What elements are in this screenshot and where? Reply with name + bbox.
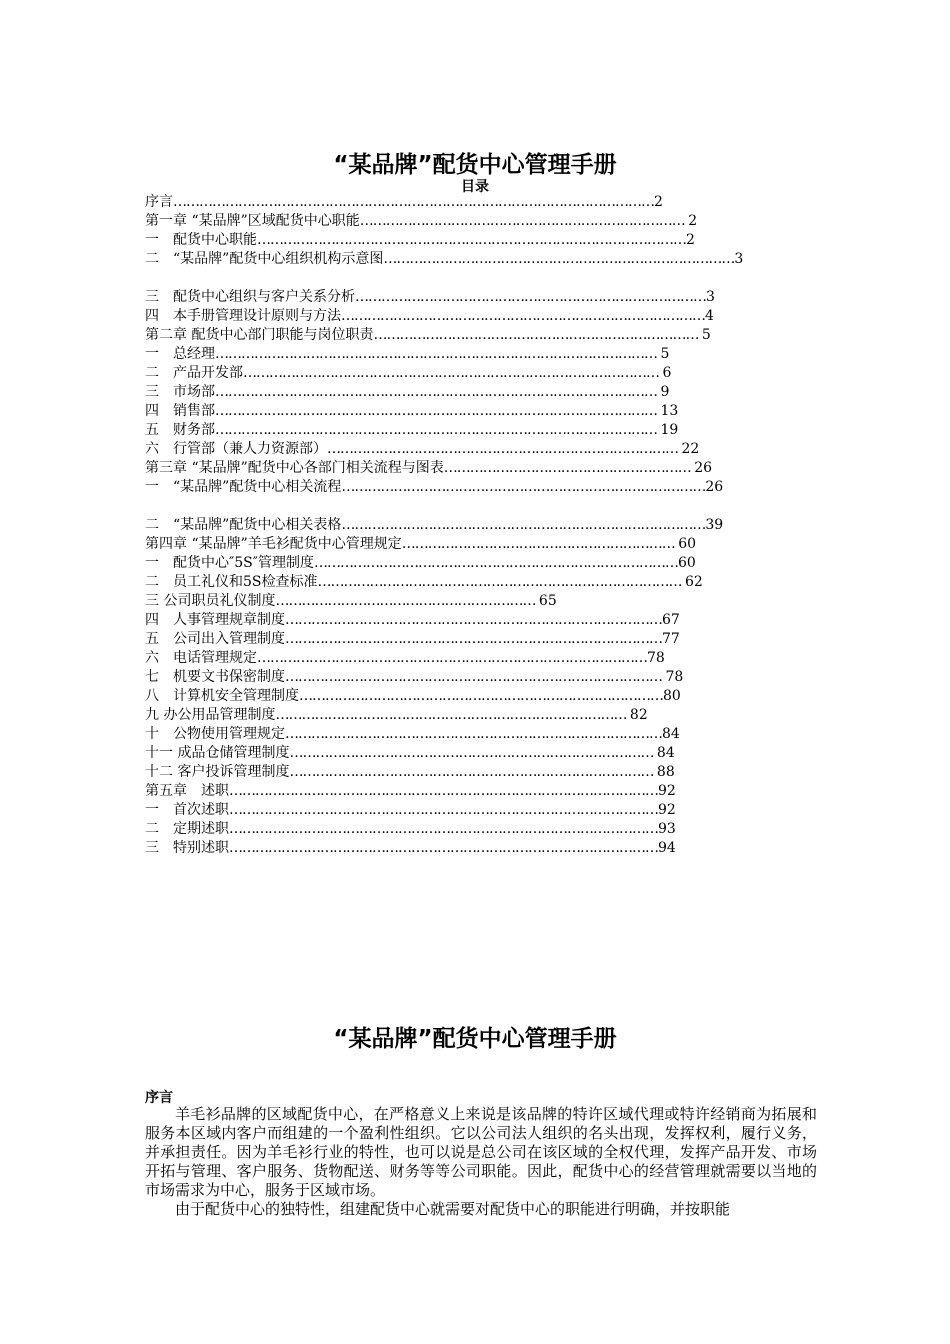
toc-heading: 目录 [461, 179, 489, 195]
toc-entry[interactable] [145, 212, 810, 231]
toc-entry-title: 一 配货中心职能 [145, 232, 257, 248]
toc-leader-dots: ………………………………………………………………………… [289, 764, 657, 780]
toc-page-number: 2 [654, 194, 663, 210]
toc-page-number: 93 [658, 821, 676, 837]
toc-page-number: 26 [705, 479, 724, 495]
toc-page-number: 78 [647, 650, 665, 666]
toc-entry-title: 一 配货中心″5S″管理制度 [145, 555, 314, 571]
toc-entry[interactable] [145, 668, 810, 687]
toc-page-number: 77 [662, 631, 680, 647]
toc-entry[interactable] [145, 706, 810, 725]
toc-entry-title: 五 公司出入管理制度 [145, 631, 285, 647]
toc-leader-dots: ………………………………………………………………………………………………… [173, 194, 654, 210]
toc-leader-dots: ……………………………………………………………………………………… [229, 821, 658, 837]
toc-entry-title: 二 定期述职 [145, 821, 229, 837]
toc-entry-title: 二 员工礼仪和5S检查标准 [145, 574, 318, 590]
toc-entry[interactable] [145, 250, 810, 288]
toc-leader-dots: ………………………………………………………………………… [341, 479, 706, 495]
toc-entry-title: 三 市场部 [145, 384, 215, 400]
toc-leader-dots: ……………………………………………………………………… [275, 707, 630, 723]
toc-entry[interactable] [145, 687, 810, 706]
document-title-repeat: “某品牌”配货中心管理手册 [333, 1026, 617, 1052]
toc-leader-dots: …………………………………………………………………………………… [243, 365, 663, 381]
toc-page-number: 60 [677, 555, 696, 571]
toc-leader-dots: ………………………………………………………………………… [341, 517, 706, 533]
toc-leader-dots: ………………………………………………………………………… [289, 745, 657, 761]
toc-page-number: 62 [684, 574, 703, 590]
toc-entry[interactable] [145, 763, 810, 782]
toc-leader-dots: …………………………………………………………………………… [285, 631, 662, 647]
toc-leader-dots: ……………………………………………………………………………………… [229, 802, 658, 818]
toc-entry-title: 四 人事管理规章制度 [145, 612, 285, 628]
toc-leader-dots: ………………………………………………………………………… [299, 688, 663, 704]
toc-entry[interactable] [145, 421, 810, 440]
toc-entry[interactable] [145, 478, 810, 497]
toc-entry-title: 第二章 配货中心部门职能与岗位职责 [145, 327, 374, 343]
toc-entry-title: 一 总经理 [145, 346, 215, 362]
toc-spacer [145, 497, 810, 516]
toc-page-number: 9 [660, 384, 670, 400]
toc-page-number: 19 [660, 422, 679, 438]
toc-page-number: 84 [656, 745, 675, 761]
toc-entry-title: 六 行管部（兼人力资源部） [145, 441, 327, 457]
toc-entry[interactable] [145, 725, 810, 744]
paragraph: 羊毛衫品牌的区域配货中心，在严格意义上来说是该品牌的特许区域代理或特许经销商为拓展和服务本区域内客户而组建的一个盈利性组织。它以公司法人组织的名头出现，发挥权利，履行义务，并承担责任。因为羊毛衫行业的特性，也可以说是总公司在该区域的全权代理，发挥产品开发、市场开拓与管理、客户服务、货物配送、财务等等公司职能。因此，配货中心的经营管理就需要以当地的市场需求为中心，服务于区域市场。 [145, 1105, 817, 1199]
toc-leader-dots: …………………………………………………………………………… [285, 669, 666, 685]
toc-page-number: 26 [694, 460, 713, 476]
toc-leader-dots: ……………………………………………………………………………… [257, 650, 647, 666]
toc-leader-dots: ……………………………………………………………………………………… [229, 840, 658, 856]
toc-entry[interactable] [145, 345, 810, 364]
toc-leader-dots: ………………………………………………………………………………………… [215, 346, 661, 362]
toc-page-number: 60 [678, 536, 697, 552]
toc-entry[interactable] [145, 516, 810, 535]
toc-entry-title: 二 “某品牌”配货中心组织机构示意图 [145, 251, 384, 267]
toc-leader-dots: ………………………………………………………………………………………… [215, 384, 661, 400]
toc-page-number: 82 [629, 707, 648, 723]
toc-entry[interactable] [145, 839, 810, 858]
toc-entry[interactable] [145, 592, 810, 611]
toc-leader-dots: ………………………………………………………………………… [317, 574, 685, 590]
toc-entry[interactable] [145, 307, 810, 326]
toc-entry[interactable] [145, 744, 810, 763]
toc-entry-title: 四 销售部 [145, 403, 215, 419]
toc-entry[interactable] [145, 193, 810, 212]
toc-leader-dots: ……………………………………………………………………………………… [257, 232, 686, 248]
toc-entry[interactable] [145, 383, 810, 402]
toc-page-number: 65 [538, 593, 557, 609]
toc-leader-dots: ………………………………………………………………………… [313, 555, 678, 571]
body-text [145, 1105, 817, 1219]
toc-entry[interactable] [145, 554, 810, 573]
toc-entry[interactable] [145, 801, 810, 820]
toc-entry-title: 九 办公用品管理制度 [145, 707, 276, 723]
toc-page-number: 84 [662, 726, 680, 742]
toc-entry[interactable] [145, 820, 810, 839]
toc-page-number: 6 [662, 365, 672, 381]
toc-page-number: 3 [734, 251, 744, 267]
toc-entry[interactable] [145, 459, 810, 478]
toc-entry-title: 四 本手册管理设计原则与方法 [145, 308, 341, 324]
toc-leader-dots: ………………………………………………………………………………………… [215, 422, 661, 438]
toc-leader-dots: …………………………………………………………………………… [285, 726, 662, 742]
toc-leader-dots: ……………………………………………………………………… [355, 289, 706, 305]
toc-leader-dots: ……………………………………………………… [401, 536, 679, 552]
toc-entry-title: 第四章 “某品牌”羊毛衫配货中心管理规定 [145, 536, 402, 552]
toc-leader-dots: ………………………………………………………………………… [341, 308, 705, 324]
toc-page-number: 92 [658, 783, 676, 799]
toc-page-number: 5 [701, 327, 711, 343]
toc-page-number: 80 [663, 688, 681, 704]
toc-page-number: 67 [662, 612, 680, 628]
toc-entry-title: 第三章 “某品牌”配货中心各部门相关流程与图表 [145, 460, 444, 476]
toc-entry[interactable] [145, 573, 810, 592]
toc-page-number: 5 [660, 346, 670, 362]
toc-entry-title: 一 “某品牌”配货中心相关流程 [145, 479, 342, 495]
toc-entry-title: 三 配货中心组织与客户关系分析 [145, 289, 355, 305]
toc-leader-dots: ……………………………………………………………………… [383, 251, 735, 267]
toc-page-number: 39 [705, 517, 724, 533]
toc-leader-dots: …………………………………………………… [275, 593, 539, 609]
toc-entry-title: 十二 客户投诉管理制度 [145, 764, 290, 780]
toc-entry-title: 十一 成品仓储管理制度 [145, 745, 290, 761]
toc-entry[interactable] [145, 535, 810, 554]
toc-entry-title: 五 财务部 [145, 422, 215, 438]
paragraph: 由于配货中心的独特性，组建配货中心就需要对配货中心的职能进行明确，并按职能 [175, 1200, 731, 1218]
toc-entry-title: 序言 [145, 194, 173, 210]
toc-leader-dots: ………………………………………………… [443, 460, 695, 476]
toc-entry[interactable] [145, 326, 810, 345]
toc-entry-title: 三 特别述职 [145, 840, 229, 856]
toc-entry-title: 六 电话管理规定 [145, 650, 257, 666]
toc-entry[interactable] [145, 231, 810, 250]
toc-entry[interactable] [145, 440, 810, 459]
toc-entry[interactable] [145, 649, 810, 668]
toc-entry-title: 三 公司职员礼仪制度 [145, 593, 276, 609]
toc-leader-dots: ……………………………………………………………………………………… [229, 783, 658, 799]
table-of-contents [145, 193, 810, 858]
toc-page-number: 2 [686, 232, 695, 248]
toc-page-number: 4 [705, 308, 714, 324]
toc-entry-title: 二 “某品牌”配货中心相关表格 [145, 517, 342, 533]
toc-entry[interactable] [145, 402, 810, 421]
toc-entry-title: 十 公物使用管理规定 [145, 726, 285, 742]
toc-entry-title: 八 计算机安全管理制度 [145, 688, 299, 704]
toc-entry[interactable] [145, 364, 810, 383]
toc-page-number: 78 [665, 669, 684, 685]
toc-leader-dots: ………………………………………………………………………………………… [215, 403, 661, 419]
toc-leader-dots: …………………………………………………………………………… [285, 612, 662, 628]
toc-page-number: 13 [660, 403, 679, 419]
toc-page-number: 88 [656, 764, 675, 780]
toc-entry[interactable] [145, 630, 810, 649]
toc-entry[interactable] [145, 782, 810, 801]
document-title: “某品牌”配货中心管理手册 [333, 152, 617, 178]
toc-leader-dots: ……………………………………………………………………… [327, 441, 682, 457]
toc-entry-title: 一 首次述职 [145, 802, 229, 818]
toc-page-number: 92 [658, 802, 676, 818]
toc-leader-dots: ………………………………………………………………… [359, 213, 689, 229]
toc-entry-title: 第五章 述职 [145, 783, 229, 799]
toc-entry[interactable] [145, 288, 810, 307]
toc-page-number: 22 [681, 441, 700, 457]
toc-entry-title: 二 产品开发部 [145, 365, 243, 381]
toc-entry[interactable] [145, 611, 810, 630]
section-heading: 序言 [145, 1090, 173, 1106]
toc-entry-title: 第一章 “某品牌”区域配货中心职能 [145, 213, 360, 229]
toc-entry-title: 七 机要文书保密制度 [145, 669, 285, 685]
toc-page-number: 94 [658, 840, 676, 856]
toc-page-number: 2 [688, 213, 698, 229]
toc-leader-dots: ………………………………………………………………… [373, 327, 702, 343]
toc-page-number: 3 [706, 289, 715, 305]
